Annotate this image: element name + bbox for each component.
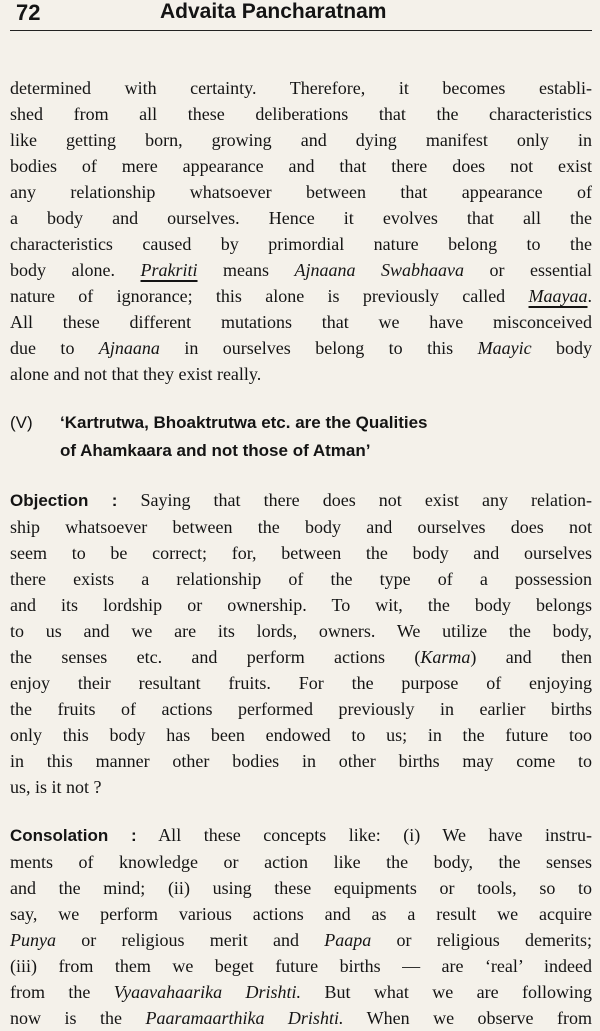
text-line: and the mind; (ii) using these equipments or tools, so to xyxy=(10,878,592,898)
text-line: any relationship whatsoever between that appearance of xyxy=(10,182,592,202)
text-line: ship whatsoever between the body and ourselves does not xyxy=(10,517,592,537)
text-run: . xyxy=(587,286,592,306)
text-line xyxy=(10,979,592,1005)
text-run: means xyxy=(223,260,270,280)
text-line xyxy=(10,487,592,514)
text-run: But what we are following xyxy=(324,982,593,1002)
page-number: 72 xyxy=(16,0,41,25)
text-run: due to xyxy=(10,338,75,358)
section-title-line-1: ‘Kartrutwa, Bhoaktrutwa etc. are the Qualities xyxy=(60,413,428,432)
section-title-line-2: of Ahamkaara and not those of Atman’ xyxy=(60,441,371,460)
text-line: alone and not that they exist really. xyxy=(10,364,262,384)
text-line xyxy=(10,257,592,283)
text-line: to us and we are its lords, owners. We utilize the body, xyxy=(10,621,592,641)
text-line: determined with certainty. Therefore, it becomes establi- xyxy=(10,78,592,98)
term-ajnaana: Ajnaana xyxy=(98,338,160,358)
objection-label: Objection : xyxy=(10,491,118,510)
text-line: there exists a relationship of the type of a possession xyxy=(10,569,592,589)
text-line: in this manner other bodies in other births may come to xyxy=(10,751,592,771)
text-run: nature of ignorance; this alone is previously called xyxy=(10,286,506,306)
text-run: or religious demerits; xyxy=(396,930,593,950)
term-vyaavahaarika-drishti: Vyaavahaarika Drishti. xyxy=(113,982,302,1002)
consolation-paragraph xyxy=(10,822,592,1031)
text-line xyxy=(10,644,592,670)
text-line: All these different mutations that we have misconceived xyxy=(10,312,592,332)
text-line xyxy=(10,927,592,953)
text-line: bodies of mere appearance and that there does not exist xyxy=(10,156,592,176)
text-run: body xyxy=(556,338,593,358)
text-line: say, we perform various actions and as a result we acquire xyxy=(10,904,592,924)
text-line: seem to be correct; for, between the body and ourselves xyxy=(10,543,592,563)
text-run: All these concepts like: (i) We have instru- xyxy=(158,825,592,845)
term-punya: Punya xyxy=(10,930,56,950)
text-run: ) and then xyxy=(470,647,592,667)
text-line: and its lordship or ownership. To wit, the body belongs xyxy=(10,595,592,615)
consolation-label: Consolation : xyxy=(10,826,137,845)
term-paaramaarthika-drishti: Paaramaarthika Drishti. xyxy=(145,1008,344,1028)
term-karma: Karma xyxy=(420,647,471,667)
text-line: enjoy their resultant fruits. For the purpose of enjoying xyxy=(10,673,592,693)
text-run: When we observe from xyxy=(366,1008,593,1028)
text-line: only this body has been endowed to us; in the future too xyxy=(10,725,592,745)
text-line xyxy=(10,283,592,309)
text-line xyxy=(10,822,592,849)
objection-paragraph xyxy=(10,487,592,800)
text-run: or essential xyxy=(489,260,593,280)
text-run: or religious merit and xyxy=(81,930,299,950)
text-line: shed from all these deliberations that the characteristics xyxy=(10,104,592,124)
text-run: from the xyxy=(10,982,91,1002)
text-line: ments of knowledge or action like the body, the senses xyxy=(10,852,592,872)
text-line: (iii) from them we beget future births — are ‘real’ indeed xyxy=(10,956,592,976)
text-run: the senses etc. and perform actions ( xyxy=(10,647,421,667)
term-paapa: Paapa xyxy=(324,930,372,950)
paragraph-1 xyxy=(10,75,592,387)
text-run: Saying that there does not exist any relation- xyxy=(140,490,593,510)
text-line xyxy=(10,335,592,361)
page-header xyxy=(10,0,592,31)
text-line: like getting born, growing and dying manifest only in xyxy=(10,130,592,150)
text-run: now is the xyxy=(10,1008,122,1028)
page-body xyxy=(10,75,592,1031)
section-heading-line-1 xyxy=(10,409,592,437)
term-maayaa: Maayaa xyxy=(528,286,588,306)
text-run: in ourselves belong to this xyxy=(184,338,454,358)
text-line: characteristics caused by primordial nature belong to the xyxy=(10,234,592,254)
section-number: (V) xyxy=(10,413,33,432)
text-line: a body and ourselves. Hence it evolves that all the xyxy=(10,208,592,228)
section-heading xyxy=(10,409,592,465)
text-line xyxy=(10,1005,592,1031)
running-title: Advaita Pancharatnam xyxy=(160,0,387,23)
text-line: us, is it not ? xyxy=(10,777,102,797)
term-prakriti: Prakriti xyxy=(140,260,198,280)
term-ajnaana-swabhaava: Ajnaana Swabhaava xyxy=(294,260,465,280)
text-run: body alone. xyxy=(10,260,115,280)
text-line: the fruits of actions performed previously in earlier births xyxy=(10,699,592,719)
term-maayic: Maayic xyxy=(477,338,532,358)
